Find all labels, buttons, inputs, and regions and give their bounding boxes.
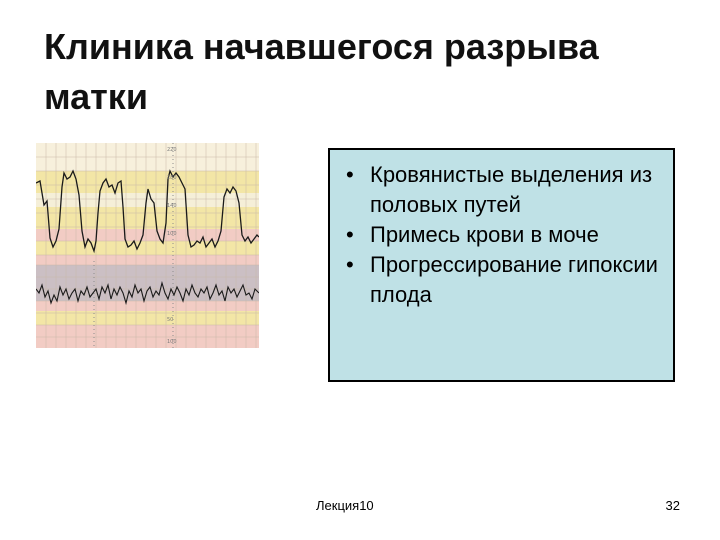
symptoms-list	[340, 160, 665, 310]
bullet-text: Прогрессирование гипоксии плода	[370, 252, 658, 307]
bullet-dot-icon: •	[346, 222, 354, 247]
bullet-item	[340, 250, 665, 310]
bullet-item	[340, 160, 665, 220]
svg-text:180: 180	[167, 175, 177, 181]
page-number: 32	[665, 498, 680, 513]
bullet-dot-icon: •	[346, 162, 354, 187]
bullet-dot-icon: •	[346, 252, 354, 277]
slide-title: Клиника начавшегося разрыва матки	[44, 26, 599, 117]
svg-text:50: 50	[167, 317, 174, 323]
svg-text:100: 100	[167, 231, 177, 237]
bullet-text: Примесь крови в моче	[370, 222, 599, 247]
symptoms-box	[328, 148, 675, 382]
svg-text:140: 140	[167, 203, 177, 209]
bullet-item	[340, 220, 665, 250]
cardiotocogram-image	[36, 143, 259, 348]
bullet-text: Кровянистые выделения из половых путей	[370, 162, 653, 217]
svg-text:220: 220	[167, 147, 177, 153]
svg-text:100: 100	[167, 339, 177, 345]
footer-lecture-label: Лекция10	[316, 498, 374, 513]
